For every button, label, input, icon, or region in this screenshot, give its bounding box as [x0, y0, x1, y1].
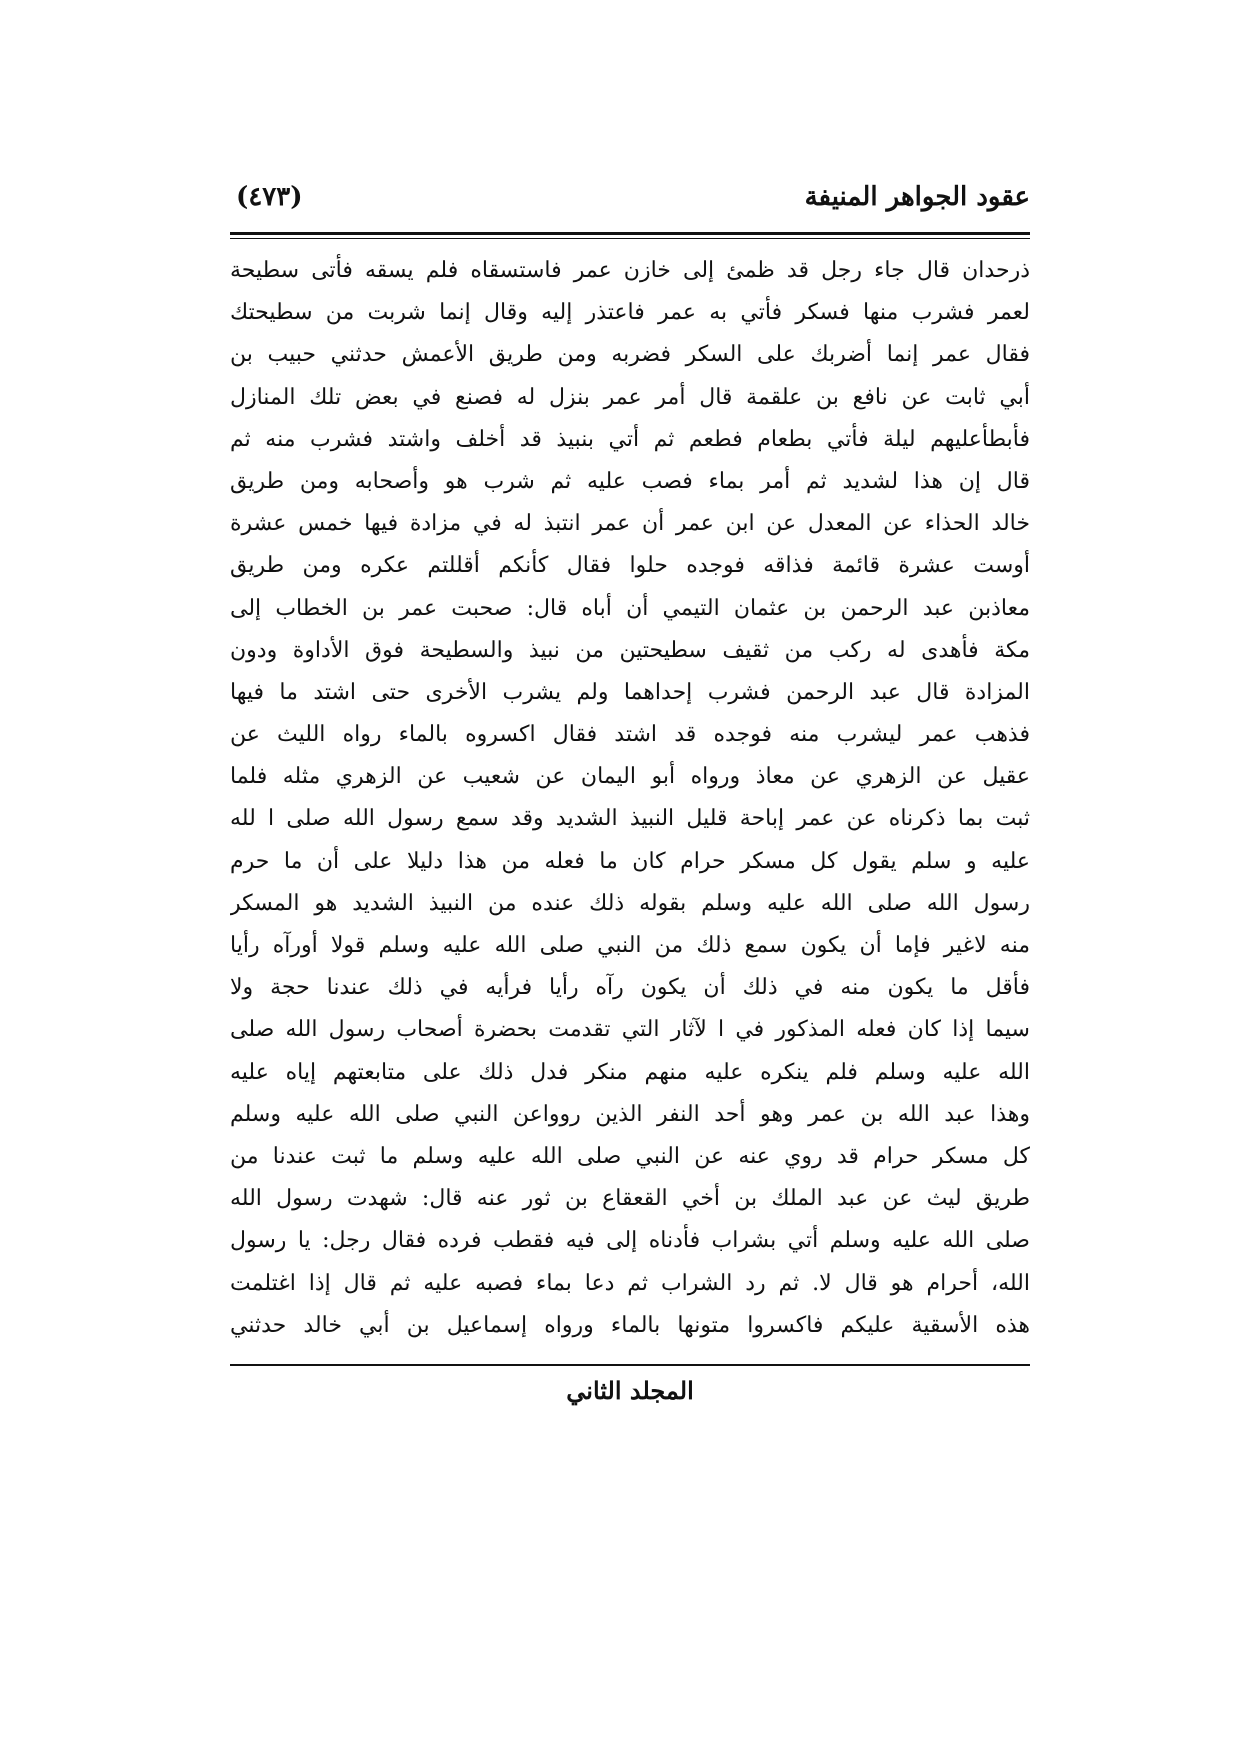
page-header [230, 182, 1030, 222]
text-line: عقيل عن الزهري عن معاذ ورواه أبو اليمان عن شعيب عن الزهري مثله فلما [230, 764, 1030, 790]
text-line: صلى الله عليه وسلم أتي بشراب فأدناه إلى فيه فقطب فرده فقال رجل: يا رسول [230, 1228, 1030, 1254]
text-line: سيما إذا كان فعله المذكور في ا لآثار التي تقدمت بحضرة أصحاب رسول الله صلى [230, 1017, 1030, 1043]
header-rule-thin [230, 238, 1030, 239]
text-line: مكة فأهدى له ركب من ثقيف سطيحتين من نبيذ والسطيحة فوق الأداوة ودون [230, 637, 1030, 663]
text-line: منه لاغير فإما أن يكون سمع ذلك من النبي صلى الله عليه وسلم قولا أورآه رأيا [230, 933, 1030, 958]
header-rule-thick [230, 232, 1030, 235]
volume-label: المجلد الثاني [566, 1376, 694, 1405]
text-line: كل مسكر حرام قد روي عنه عن النبي صلى الله عليه وسلم ما ثبت عندنا من [230, 1143, 1030, 1169]
text-line: ذرحدان قال جاء رجل قد ظمئ إلى خازن عمر فاستسقاه فلم يسقه فأتى سطيحة [230, 258, 1030, 283]
text-line: وهذا عبد الله بن عمر وهو أحد النفر الذين روواعن النبي صلى الله عليه وسلم [230, 1101, 1030, 1127]
text-line: ثبت بما ذكرناه عن عمر إباحة قليل النبيذ الشديد وقد سمع رسول الله صلى ا لله [230, 806, 1030, 832]
text-line: فذهب عمر ليشرب منه فوجده قد اشتد فقال اكسروه بالماء رواه الليث عن [230, 722, 1030, 748]
text-line: رسول الله صلى الله عليه وسلم بقوله ذلك عنده من النبيذ الشديد هو المسكر [230, 890, 1030, 916]
body-text [230, 250, 1030, 1347]
text-line: خالد الحذاء عن المعدل عن ابن عمر أن عمر انتبذ له في مزادة فيها خمس عشرة [230, 511, 1030, 537]
text-line: الله عليه وسلم فلم ينكره عليه منهم منكر فدل ذلك على متابعتهم إياه عليه [230, 1059, 1030, 1085]
text-line: عليه و سلم يقول كل مسكر حرام كان ما فعله من هذا دليلا على أن ما حرم [230, 848, 1030, 874]
text-line: معاذبن عبد الرحمن بن عثمان التيمي أن أباه قال: صحبت عمر بن الخطاب إلى [230, 595, 1030, 621]
text-line: طريق ليث عن عبد الملك بن أخي القعقاع بن ثور عنه قال: شهدت رسول الله [230, 1186, 1030, 1212]
book-title: عقود الجواهر المنيفة [804, 182, 1030, 212]
footer-rule [230, 1364, 1030, 1366]
text-line: لعمر فشرب منها فسكر فأتي به عمر فاعتذر إليه وقال إنما شربت من سطيحتك [230, 300, 1030, 326]
text-line: فأبطأعليهم ليلة فأتي بطعام فطعم ثم أتي بنبيذ قد أخلف واشتد فشرب منه ثم [230, 426, 1030, 452]
text-line: قال إن هذا لشديد ثم أمر بماء فصب عليه ثم شرب هو وأصحابه ومن طريق [230, 468, 1030, 494]
text-line: فقال عمر إنما أضربك على السكر فضربه ومن طريق الأعمش حدثني حبيب بن [230, 342, 1030, 368]
text-line: أبي ثابت عن نافع بن علقمة قال أمر عمر بنزل له فصنع في بعض تلك المنازل [230, 384, 1030, 410]
text-line: هذه الأسقية عليكم فاكسروا متونها بالماء ورواه إسماعيل بن أبي خالد حدثني [230, 1312, 1030, 1338]
page-number: (٤٧٣) [236, 182, 303, 212]
text-line: الله، أحرام هو قال لا. ثم رد الشراب ثم دعا بماء فصبه عليه ثم قال إذا اغتلمت [230, 1270, 1030, 1296]
text-line: المزادة قال عبد الرحمن فشرب إحداهما ولم يشرب الأخرى حتى اشتد ما فيها [230, 679, 1030, 705]
text-line: فأقل ما يكون منه في ذلك أن يكون رآه رأيا فرأيه في ذلك عندنا حجة ولا [230, 975, 1030, 1001]
text-line: أوست عشرة قائمة فذاقه فوجده حلوا فقال كأنكم أقللتم عكره ومن طريق [230, 553, 1030, 579]
